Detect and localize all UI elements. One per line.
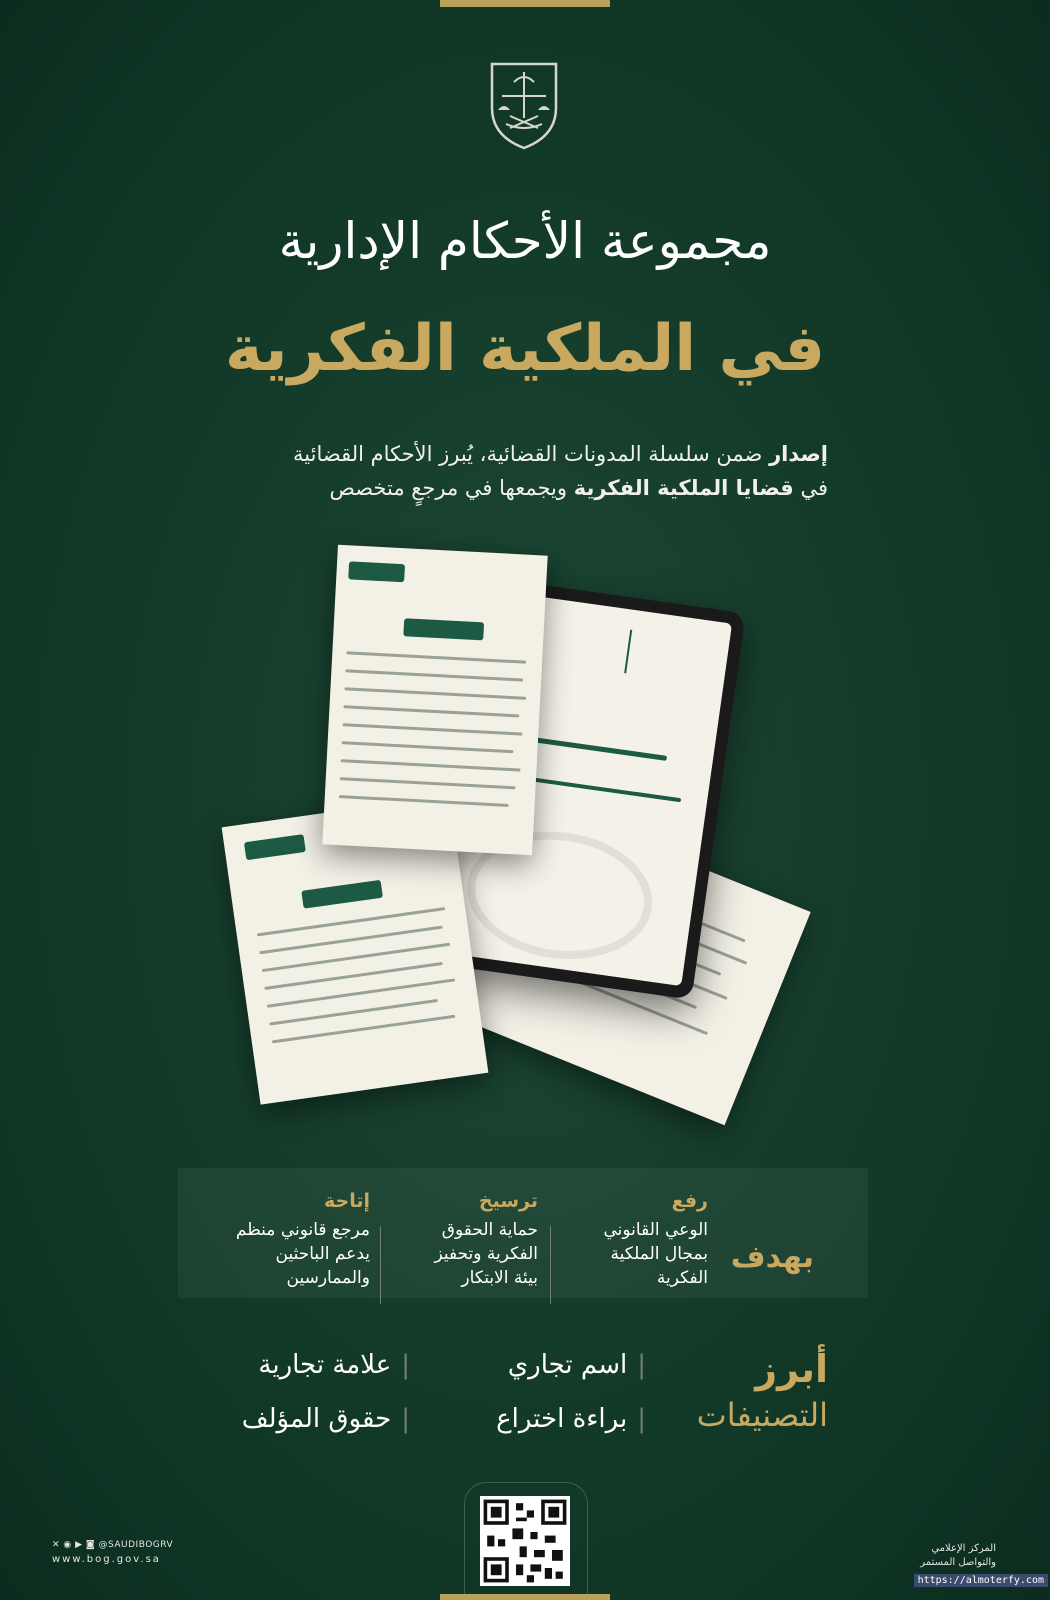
classifications-heading-1: أبرز: [755, 1347, 828, 1391]
intro-line-2: [208, 472, 828, 504]
qr-code-icon[interactable]: [480, 1496, 570, 1586]
objectives-heading: بهدف: [730, 1240, 814, 1275]
documents-illustration: [230, 540, 830, 1140]
intro-text-2a: في: [793, 476, 828, 500]
objective-title: إتاحة: [324, 1190, 370, 1212]
footer-org-line-2: والتواصل المستمر: [920, 1557, 996, 1568]
objective-line: الوعي القانوني: [603, 1220, 708, 1240]
board-of-grievances-emblem-icon: [484, 58, 564, 150]
objective-line: يدعم الباحثين: [275, 1244, 370, 1264]
social-handle[interactable]: @SAUDIBOGRV: [98, 1540, 174, 1550]
document-page-center: [322, 545, 547, 856]
intro-bold-issue: إصدار: [769, 442, 828, 466]
intro-text-2b: ويجمعها في مرجعٍ متخصص: [329, 476, 574, 500]
classification-trademark: | علامة تجارية: [258, 1350, 410, 1380]
objective-title: رفع: [671, 1190, 708, 1212]
objective-divider: [550, 1226, 551, 1304]
objective-line: والممارسين: [286, 1268, 370, 1288]
objective-line: الفكرية وتحفيز: [434, 1244, 538, 1264]
website-link[interactable]: www.bog.gov.sa: [52, 1554, 161, 1565]
title-line-2: في الملكية الفكرية: [224, 312, 826, 386]
objective-line: الفكرية: [656, 1268, 708, 1288]
classifications-heading-2: التصنيفات: [696, 1396, 828, 1434]
classification-patent: | براءة اختراع: [496, 1404, 646, 1434]
intro-text-1: ضمن سلسلة المدونات القضائية، يُبرز الأحكام القضائية: [293, 442, 770, 466]
footer-social: [52, 1540, 173, 1565]
objective-line: حماية الحقوق: [441, 1220, 538, 1240]
classification-trade-name: | اسم تجاري: [508, 1350, 646, 1380]
objective-line: بمجال الملكية: [610, 1244, 708, 1264]
intro-bold-topic: قضايا الملكية الفكرية: [573, 476, 794, 500]
bottom-gold-bar: [440, 1594, 610, 1600]
social-icons: ✕ ◉ ▶ ◙: [52, 1540, 99, 1550]
objective-title: ترسيخ: [478, 1190, 538, 1212]
watermark-url: https://almoterfy.com: [914, 1574, 1048, 1587]
objective-establish: [380, 1190, 538, 1290]
footer-org: [920, 1542, 996, 1570]
objective-raise: [550, 1190, 708, 1290]
footer-org-line-1: المركز الإعلامي: [931, 1543, 996, 1554]
top-gold-bar: [440, 0, 610, 7]
intro-line-1: [208, 438, 828, 470]
objective-provide: [212, 1190, 370, 1290]
objective-line: بيئة الابتكار: [461, 1268, 538, 1288]
objective-line: مرجع قانوني منظم: [235, 1220, 370, 1240]
classifications-heading: [697, 1346, 828, 1438]
objective-divider: [380, 1226, 381, 1304]
classification-copyright: | حقوق المؤلف: [242, 1404, 410, 1434]
title-line-1: مجموعة الأحكام الإدارية: [278, 212, 772, 270]
